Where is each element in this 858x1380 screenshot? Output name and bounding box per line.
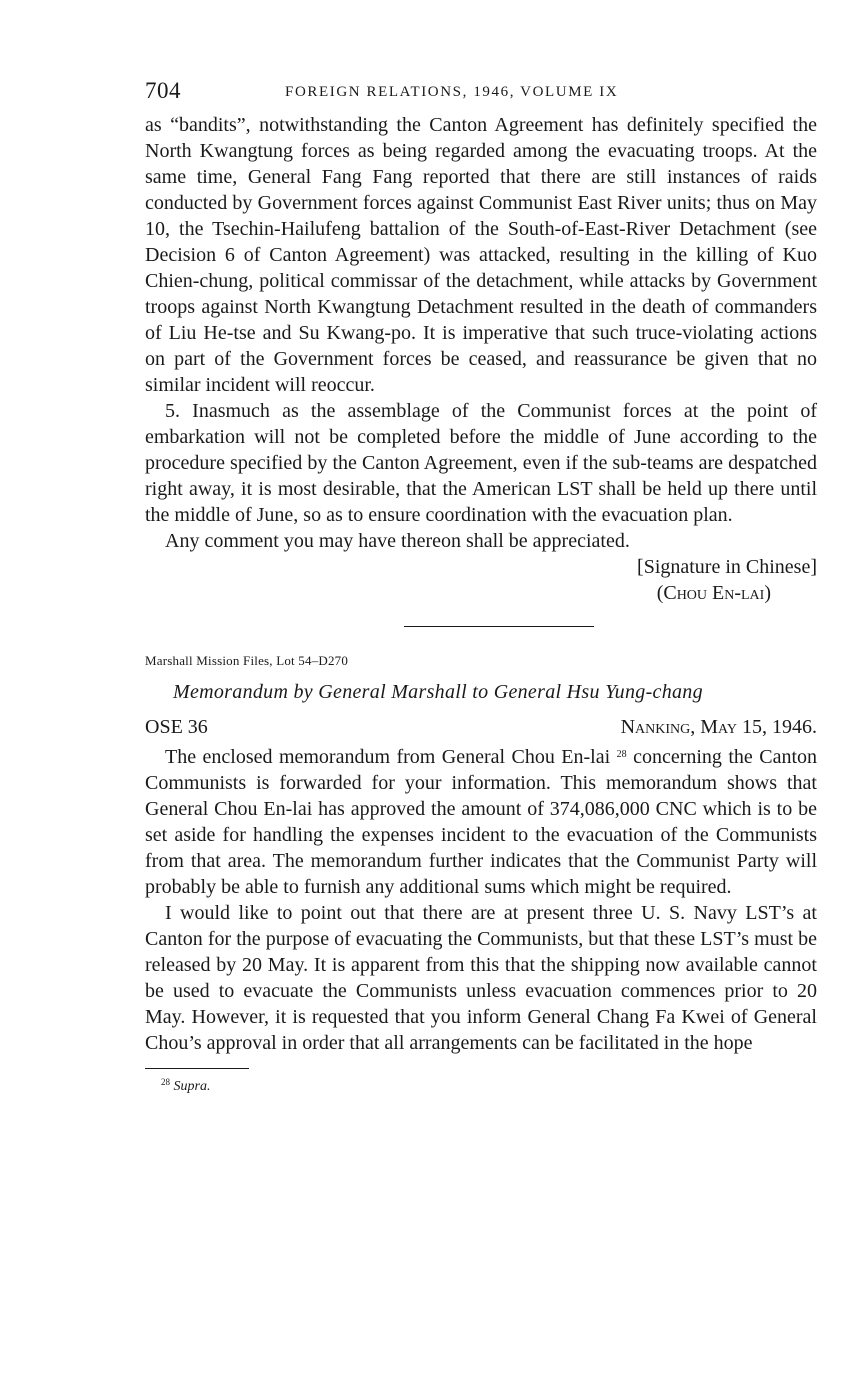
letter-paragraph-continued: as “bandits”, notwithstanding the Canton Agreement has definitely specified the North Kwangtung forces as being regarded among the evacuating troops. At the same time, General Fang Fang reported that there are still instances of raids conducted by Government forces against Communist East River units; thus on May 10, the Tsechin-Hailufeng battalion of the South-of-East-River Detachment (see Decision 6 of Canton Agreement) was attacked, resulting in the killing of Kuo Chien-chung, political commissar of the detachment, while attacks by Government troops against North Kwangtung Detachment resulted in the death of commanders of Liu He-tse and Su Kwang-po. It is imperative that such truce-violating actions on part of the Government forces be ceased, and reassurance be given that no similar incident will reoccur. [145, 114, 817, 396]
memo-header-line [145, 716, 817, 744]
running-head [145, 78, 817, 112]
footnote-number: 28 [161, 1077, 170, 1087]
letter-paragraph-5: 5. Inasmuch as the assemblage of the Communist forces at the point of embarkation will not be completed before the middle of June according to the procedure specified by the Canton Agreement, even if the sub-teams are despatched right away, it is most desirable, that the American LST shall be held up there until the middle of June, so as to ensure coordination with the evacuation plan. [145, 400, 817, 526]
memo-paragraph-1-rest: concerning the Canton Communists is forwarded for your information. This memorandum shows that General Chou En-lai has approved the amount of 374,086,000 CNC which is to be set aside for handling the expenses incident to the evacuation of the Communists from that area. The memorandum further indicates that the Communist Party will probably be able to furnish any additional sums which might be required. [145, 746, 818, 898]
section-divider [404, 626, 594, 627]
memo-reference: OSE 36 [145, 716, 208, 738]
letter-closing: Any comment you may have thereon shall be appreciated. [165, 530, 630, 552]
footnote [145, 1077, 817, 1095]
memo-paragraph-1-start: The enclosed memorandum from General Chou En-lai [165, 746, 611, 768]
footnote-text: Supra. [173, 1079, 211, 1094]
signature-name: (Chou En-lai) [656, 582, 771, 604]
running-head-title: FOREIGN RELATIONS, 1946, VOLUME IX [285, 84, 619, 100]
signature-note: [Signature in Chinese] [637, 556, 817, 578]
memo-title: Memorandum by General Marshall to General Hsu Yung-chang [173, 681, 703, 703]
document-page [145, 78, 817, 1095]
memo-paragraph-2: I would like to point out that there are at present three U. S. Navy LST’s at Canton for the purpose of evacuating the Communists, but that these LST’s must be released by 20 May. It is apparent from this that the shipping now available cannot be used to evacuate the Communists unless evacuation commences prior to 20 May. However, it is requested that you inform General Chang Fa Kwei of General Chou’s approval in order that all arrangements can be facilitated in the hope [145, 902, 817, 1054]
page-number: 704 [145, 78, 181, 103]
footnote-divider [145, 1068, 249, 1069]
footnote-ref[interactable]: 28 [616, 749, 627, 760]
source-citation: Marshall Mission Files, Lot 54–D270 [145, 653, 349, 668]
memo-paragraph-1 [145, 744, 817, 900]
memo-dateline: Nanking, May 15, 1946. [620, 716, 817, 738]
